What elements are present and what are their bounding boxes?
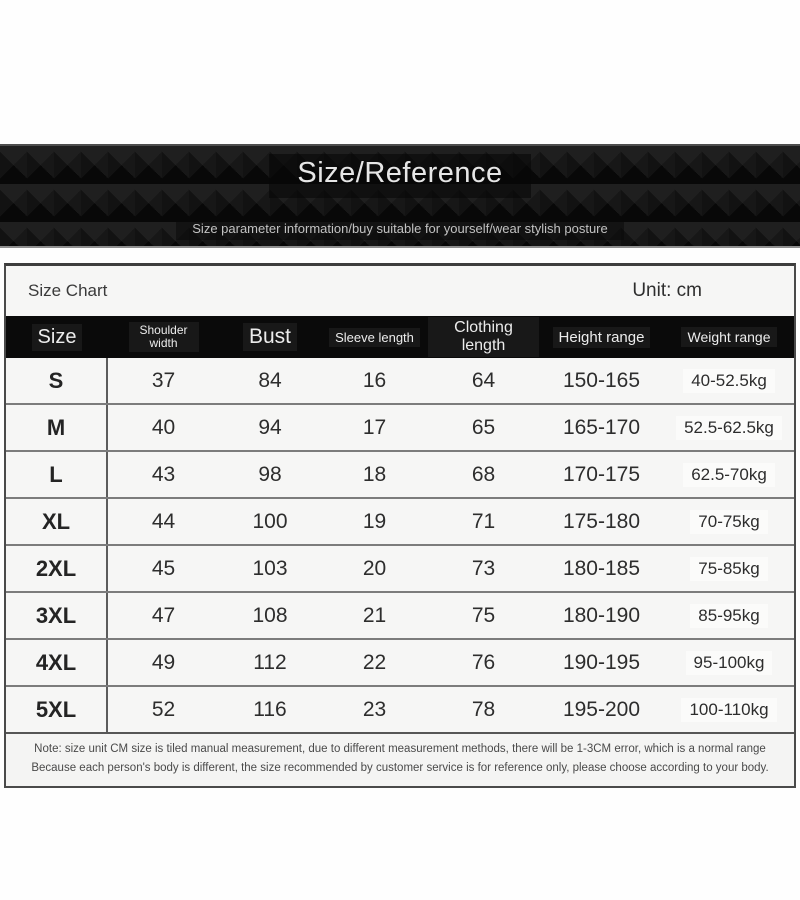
header-label: Size — [32, 324, 83, 351]
weight-value: 52.5-62.5kg — [676, 416, 782, 440]
weight-value: 70-75kg — [690, 510, 767, 534]
cell-clothing-length: 71 — [471, 509, 496, 533]
cell-clothing-length: 65 — [471, 415, 496, 439]
cell-size: 4XL — [6, 640, 108, 685]
cell-size: 3XL — [6, 593, 108, 638]
cell-height-range: 190-195 — [562, 650, 641, 674]
cell-sleeve-length: 19 — [362, 509, 387, 533]
header-cell-weight-range — [664, 316, 794, 358]
table-row-5xl — [6, 685, 794, 732]
cell-bust: 84 — [258, 368, 282, 392]
cell-sleeve-length: 18 — [362, 462, 387, 486]
table-row-3xl — [6, 591, 794, 638]
cell-shoulder-width: 37 — [151, 368, 176, 392]
cell-weight-range — [664, 593, 794, 638]
header-cell-sleeve-length — [321, 316, 428, 358]
header-label: Shoulder width — [129, 322, 199, 352]
table-row-s — [6, 358, 794, 403]
table-header-row — [6, 316, 794, 358]
cell-weight-range — [664, 452, 794, 497]
cell-sleeve-length: 22 — [362, 650, 387, 674]
note-line-2: Because each person's body is different, the size recommended by customer service is for reference only, please choose according to your body. — [31, 762, 769, 774]
cell-height-range: 170-175 — [562, 462, 641, 486]
cell-sleeve-length: 23 — [362, 697, 387, 721]
header-label: Bust — [243, 323, 297, 351]
cell-bust: 103 — [252, 556, 288, 580]
weight-value: 62.5-70kg — [683, 463, 775, 487]
cell-bust: 116 — [253, 697, 287, 721]
header-label: Weight range — [681, 327, 776, 347]
table-row-xl — [6, 497, 794, 544]
header-cell-size — [6, 316, 108, 358]
weight-value: 75-85kg — [690, 557, 767, 581]
cell-size: 2XL — [6, 546, 108, 591]
cell-bust: 100 — [252, 509, 288, 533]
note-line-1: Note: size unit CM size is tiled manual measurement, due to different measurement methods, there will be 1-3CM error, which is a normal range — [34, 743, 766, 755]
banner-title: Size/Reference — [269, 154, 530, 198]
banner-subtitle: Size parameter information/buy suitable for yourself/wear stylish posture — [176, 218, 623, 240]
cell-bust: 108 — [252, 603, 288, 627]
header-label: Clothing length — [428, 317, 539, 357]
cell-size: M — [6, 405, 108, 450]
cell-bust: 112 — [253, 650, 287, 674]
cell-sleeve-length: 20 — [362, 556, 387, 580]
header-cell-shoulder-width — [108, 316, 219, 358]
cell-shoulder-width: 44 — [151, 509, 176, 533]
cell-clothing-length: 64 — [471, 368, 496, 392]
table-caption-bar — [6, 266, 794, 316]
size-chart-table — [4, 263, 796, 788]
cell-height-range: 180-190 — [562, 603, 641, 627]
cell-size: S — [6, 358, 108, 403]
cell-clothing-length: 78 — [471, 697, 496, 721]
cell-size: 5XL — [6, 687, 108, 732]
cell-weight-range — [664, 499, 794, 544]
header-cell-height-range — [539, 316, 664, 358]
weight-value: 95-100kg — [686, 651, 773, 675]
header-cell-clothing-length — [428, 316, 539, 358]
size-chart-title: Size Chart — [28, 281, 108, 300]
cell-shoulder-width: 45 — [151, 556, 176, 580]
cell-weight-range — [664, 405, 794, 450]
cell-weight-range — [664, 546, 794, 591]
cell-shoulder-width: 47 — [151, 603, 176, 627]
cell-weight-range — [664, 640, 794, 685]
cell-height-range: 165-170 — [562, 415, 641, 439]
cell-clothing-length: 76 — [471, 650, 496, 674]
cell-shoulder-width: 49 — [151, 650, 176, 674]
weight-value: 100-110kg — [681, 698, 776, 722]
table-row-m — [6, 403, 794, 450]
cell-weight-range — [664, 687, 794, 732]
table-row-l — [6, 450, 794, 497]
table-row-2xl — [6, 544, 794, 591]
cell-height-range: 175-180 — [562, 509, 641, 533]
cell-sleeve-length: 17 — [362, 415, 387, 439]
cell-clothing-length: 73 — [471, 556, 496, 580]
cell-sleeve-length: 21 — [362, 603, 387, 627]
weight-value: 40-52.5kg — [683, 369, 775, 393]
header-cell-bust — [219, 316, 321, 358]
cell-height-range: 150-165 — [562, 368, 641, 392]
weight-value: 85-95kg — [690, 604, 767, 628]
measurement-note — [6, 732, 794, 786]
size-reference-banner — [0, 144, 800, 248]
table-row-4xl — [6, 638, 794, 685]
cell-sleeve-length: 16 — [362, 368, 387, 392]
cell-size: L — [6, 452, 108, 497]
cell-weight-range — [664, 358, 794, 403]
cell-shoulder-width: 43 — [151, 462, 176, 486]
header-label: Sleeve length — [329, 328, 420, 347]
cell-bust: 94 — [258, 415, 282, 439]
cell-clothing-length: 68 — [471, 462, 496, 486]
header-label: Height range — [553, 327, 651, 348]
cell-shoulder-width: 52 — [151, 697, 176, 721]
cell-clothing-length: 75 — [471, 603, 496, 627]
cell-height-range: 180-185 — [562, 556, 641, 580]
cell-height-range: 195-200 — [562, 697, 641, 721]
cell-size: XL — [6, 499, 108, 544]
cell-shoulder-width: 40 — [151, 415, 176, 439]
cell-bust: 98 — [258, 462, 282, 486]
unit-label: Unit: cm — [632, 280, 702, 301]
